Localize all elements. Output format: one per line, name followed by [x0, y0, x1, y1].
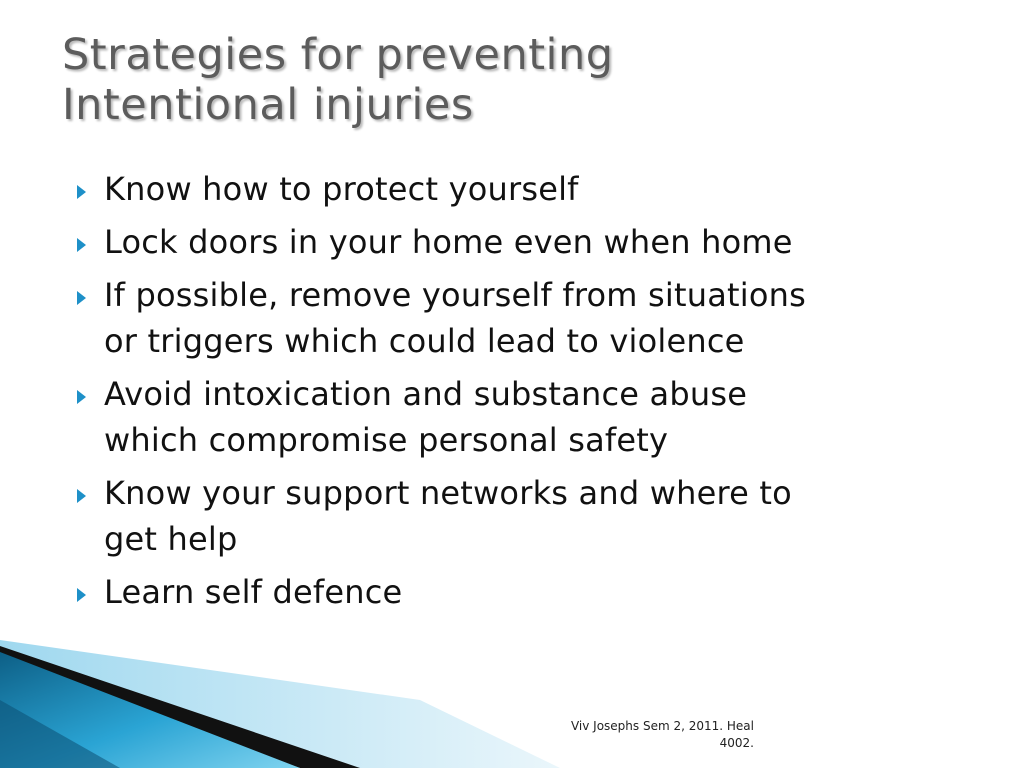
- triangle-right-icon: [77, 390, 86, 404]
- slide-title-line: Intentional injuries: [62, 80, 474, 130]
- triangle-right-icon: [77, 489, 86, 503]
- footer-line: Viv Josephs Sem 2, 2011. Heal: [570, 719, 754, 733]
- bullet-text: which compromise personal safety: [104, 421, 669, 459]
- dark-accent-band: [0, 700, 120, 768]
- slide-title: [62, 30, 962, 130]
- bullet-item: [74, 272, 974, 364]
- bullet-text: If possible, remove yourself from situations: [104, 276, 806, 314]
- bullet-text: Learn self defence: [104, 573, 403, 611]
- bullet-list: [74, 166, 974, 622]
- bullet-text: Lock doors in your home even when home: [104, 223, 793, 261]
- bullet-text: get help: [104, 520, 238, 558]
- bullet-item: [74, 219, 974, 265]
- triangle-right-icon: [77, 588, 86, 602]
- slide-title-line: Strategies for preventing: [62, 30, 614, 80]
- black-band: [0, 646, 360, 768]
- bullet-text: or triggers which could lead to violence: [104, 322, 745, 360]
- triangle-right-icon: [77, 238, 86, 252]
- light-blue-band: [0, 640, 560, 768]
- bullet-item: [74, 470, 974, 562]
- bullet-text: Know how to protect yourself: [104, 170, 579, 208]
- blue-band: [0, 652, 300, 768]
- bullet-item: [74, 166, 974, 212]
- footer-line: 4002.: [719, 736, 754, 750]
- footer-citation: [528, 718, 754, 752]
- triangle-right-icon: [77, 291, 86, 305]
- bullet-item: [74, 371, 974, 463]
- bullet-text: Know your support networks and where to: [104, 474, 792, 512]
- triangle-right-icon: [77, 185, 86, 199]
- bullet-item: [74, 569, 974, 615]
- bullet-text: Avoid intoxication and substance abuse: [104, 375, 748, 413]
